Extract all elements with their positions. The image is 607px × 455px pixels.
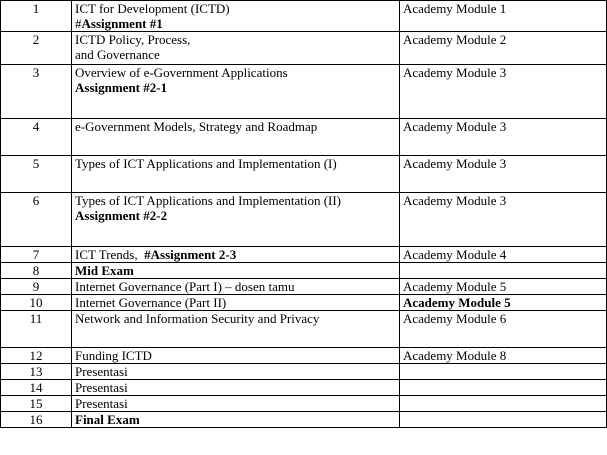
- session-module: Academy Module 6: [400, 311, 607, 348]
- session-topic: e-Government Models, Strategy and Roadmap: [72, 119, 400, 156]
- table-row: [1, 364, 607, 380]
- table-row: [1, 32, 607, 65]
- session-module: Academy Module 3: [400, 156, 607, 193]
- session-number: 5: [1, 156, 72, 193]
- session-number: 2: [1, 32, 72, 65]
- session-module: [400, 263, 607, 279]
- session-number: 9: [1, 279, 72, 295]
- session-module: Academy Module 3: [400, 65, 607, 119]
- session-number: 4: [1, 119, 72, 156]
- session-number: 16: [1, 412, 72, 428]
- table-row: [1, 156, 607, 193]
- table-row: [1, 396, 607, 412]
- session-number: 11: [1, 311, 72, 348]
- session-number: 3: [1, 65, 72, 119]
- session-number: 8: [1, 263, 72, 279]
- table-row: [1, 247, 607, 263]
- topic-prefix: #: [75, 16, 82, 31]
- session-module: Academy Module 8: [400, 348, 607, 364]
- session-topic: Mid Exam: [72, 263, 400, 279]
- session-topic: Presentasi: [72, 364, 400, 380]
- session-topic: [72, 193, 400, 247]
- session-module: [400, 380, 607, 396]
- topic-line: and Governance: [75, 47, 160, 62]
- session-number: 14: [1, 380, 72, 396]
- assignment-label: Assignment #1: [81, 16, 163, 31]
- session-topic: Final Exam: [72, 412, 400, 428]
- session-number: 6: [1, 193, 72, 247]
- topic-line: Types of ICT Applications and Implementation (II): [75, 193, 342, 208]
- session-number: 12: [1, 348, 72, 364]
- session-module: [400, 396, 607, 412]
- assignment-label: Assignment #2-2: [75, 208, 168, 223]
- session-module: Academy Module 3: [400, 119, 607, 156]
- table-row: [1, 279, 607, 295]
- table-row: [1, 295, 607, 311]
- session-number: 7: [1, 247, 72, 263]
- topic-line: ICT for Development (ICTD): [75, 1, 230, 16]
- table-row: [1, 348, 607, 364]
- topic-line: Overview of e-Government Applications: [75, 65, 288, 80]
- table-row: [1, 263, 607, 279]
- session-number: 1: [1, 1, 72, 32]
- assignment-label: #Assignment 2-3: [144, 247, 237, 262]
- session-topic: Presentasi: [72, 396, 400, 412]
- session-module: Academy Module 1: [400, 1, 607, 32]
- topic-text: ICT Trends,: [75, 247, 145, 262]
- session-topic: Presentasi: [72, 380, 400, 396]
- session-number: 15: [1, 396, 72, 412]
- session-topic: Internet Governance (Part II): [72, 295, 400, 311]
- assignment-label: Assignment #2-1: [75, 80, 168, 95]
- session-module: Academy Module 5: [400, 279, 607, 295]
- session-topic: [72, 32, 400, 65]
- session-topic: Funding ICTD: [72, 348, 400, 364]
- session-module: [400, 412, 607, 428]
- topic-line: [75, 16, 396, 31]
- table-row: [1, 311, 607, 348]
- topic-line: ICTD Policy, Process,: [75, 32, 191, 47]
- session-topic: [72, 65, 400, 119]
- table-row: [1, 193, 607, 247]
- table-row: [1, 119, 607, 156]
- session-topic: [72, 1, 400, 32]
- session-module: Academy Module 2: [400, 32, 607, 65]
- session-module: Academy Module 5: [400, 295, 607, 311]
- session-topic: Types of ICT Applications and Implementation (I): [72, 156, 400, 193]
- session-number: 10: [1, 295, 72, 311]
- table-row: [1, 1, 607, 32]
- session-topic: Network and Information Security and Privacy: [72, 311, 400, 348]
- session-topic: Internet Governance (Part I) – dosen tamu: [72, 279, 400, 295]
- session-module: [400, 364, 607, 380]
- session-module: Academy Module 3: [400, 193, 607, 247]
- session-topic: [72, 247, 400, 263]
- table-row: [1, 380, 607, 396]
- table-row: [1, 412, 607, 428]
- session-number: 13: [1, 364, 72, 380]
- session-module: Academy Module 4: [400, 247, 607, 263]
- table-row: [1, 65, 607, 119]
